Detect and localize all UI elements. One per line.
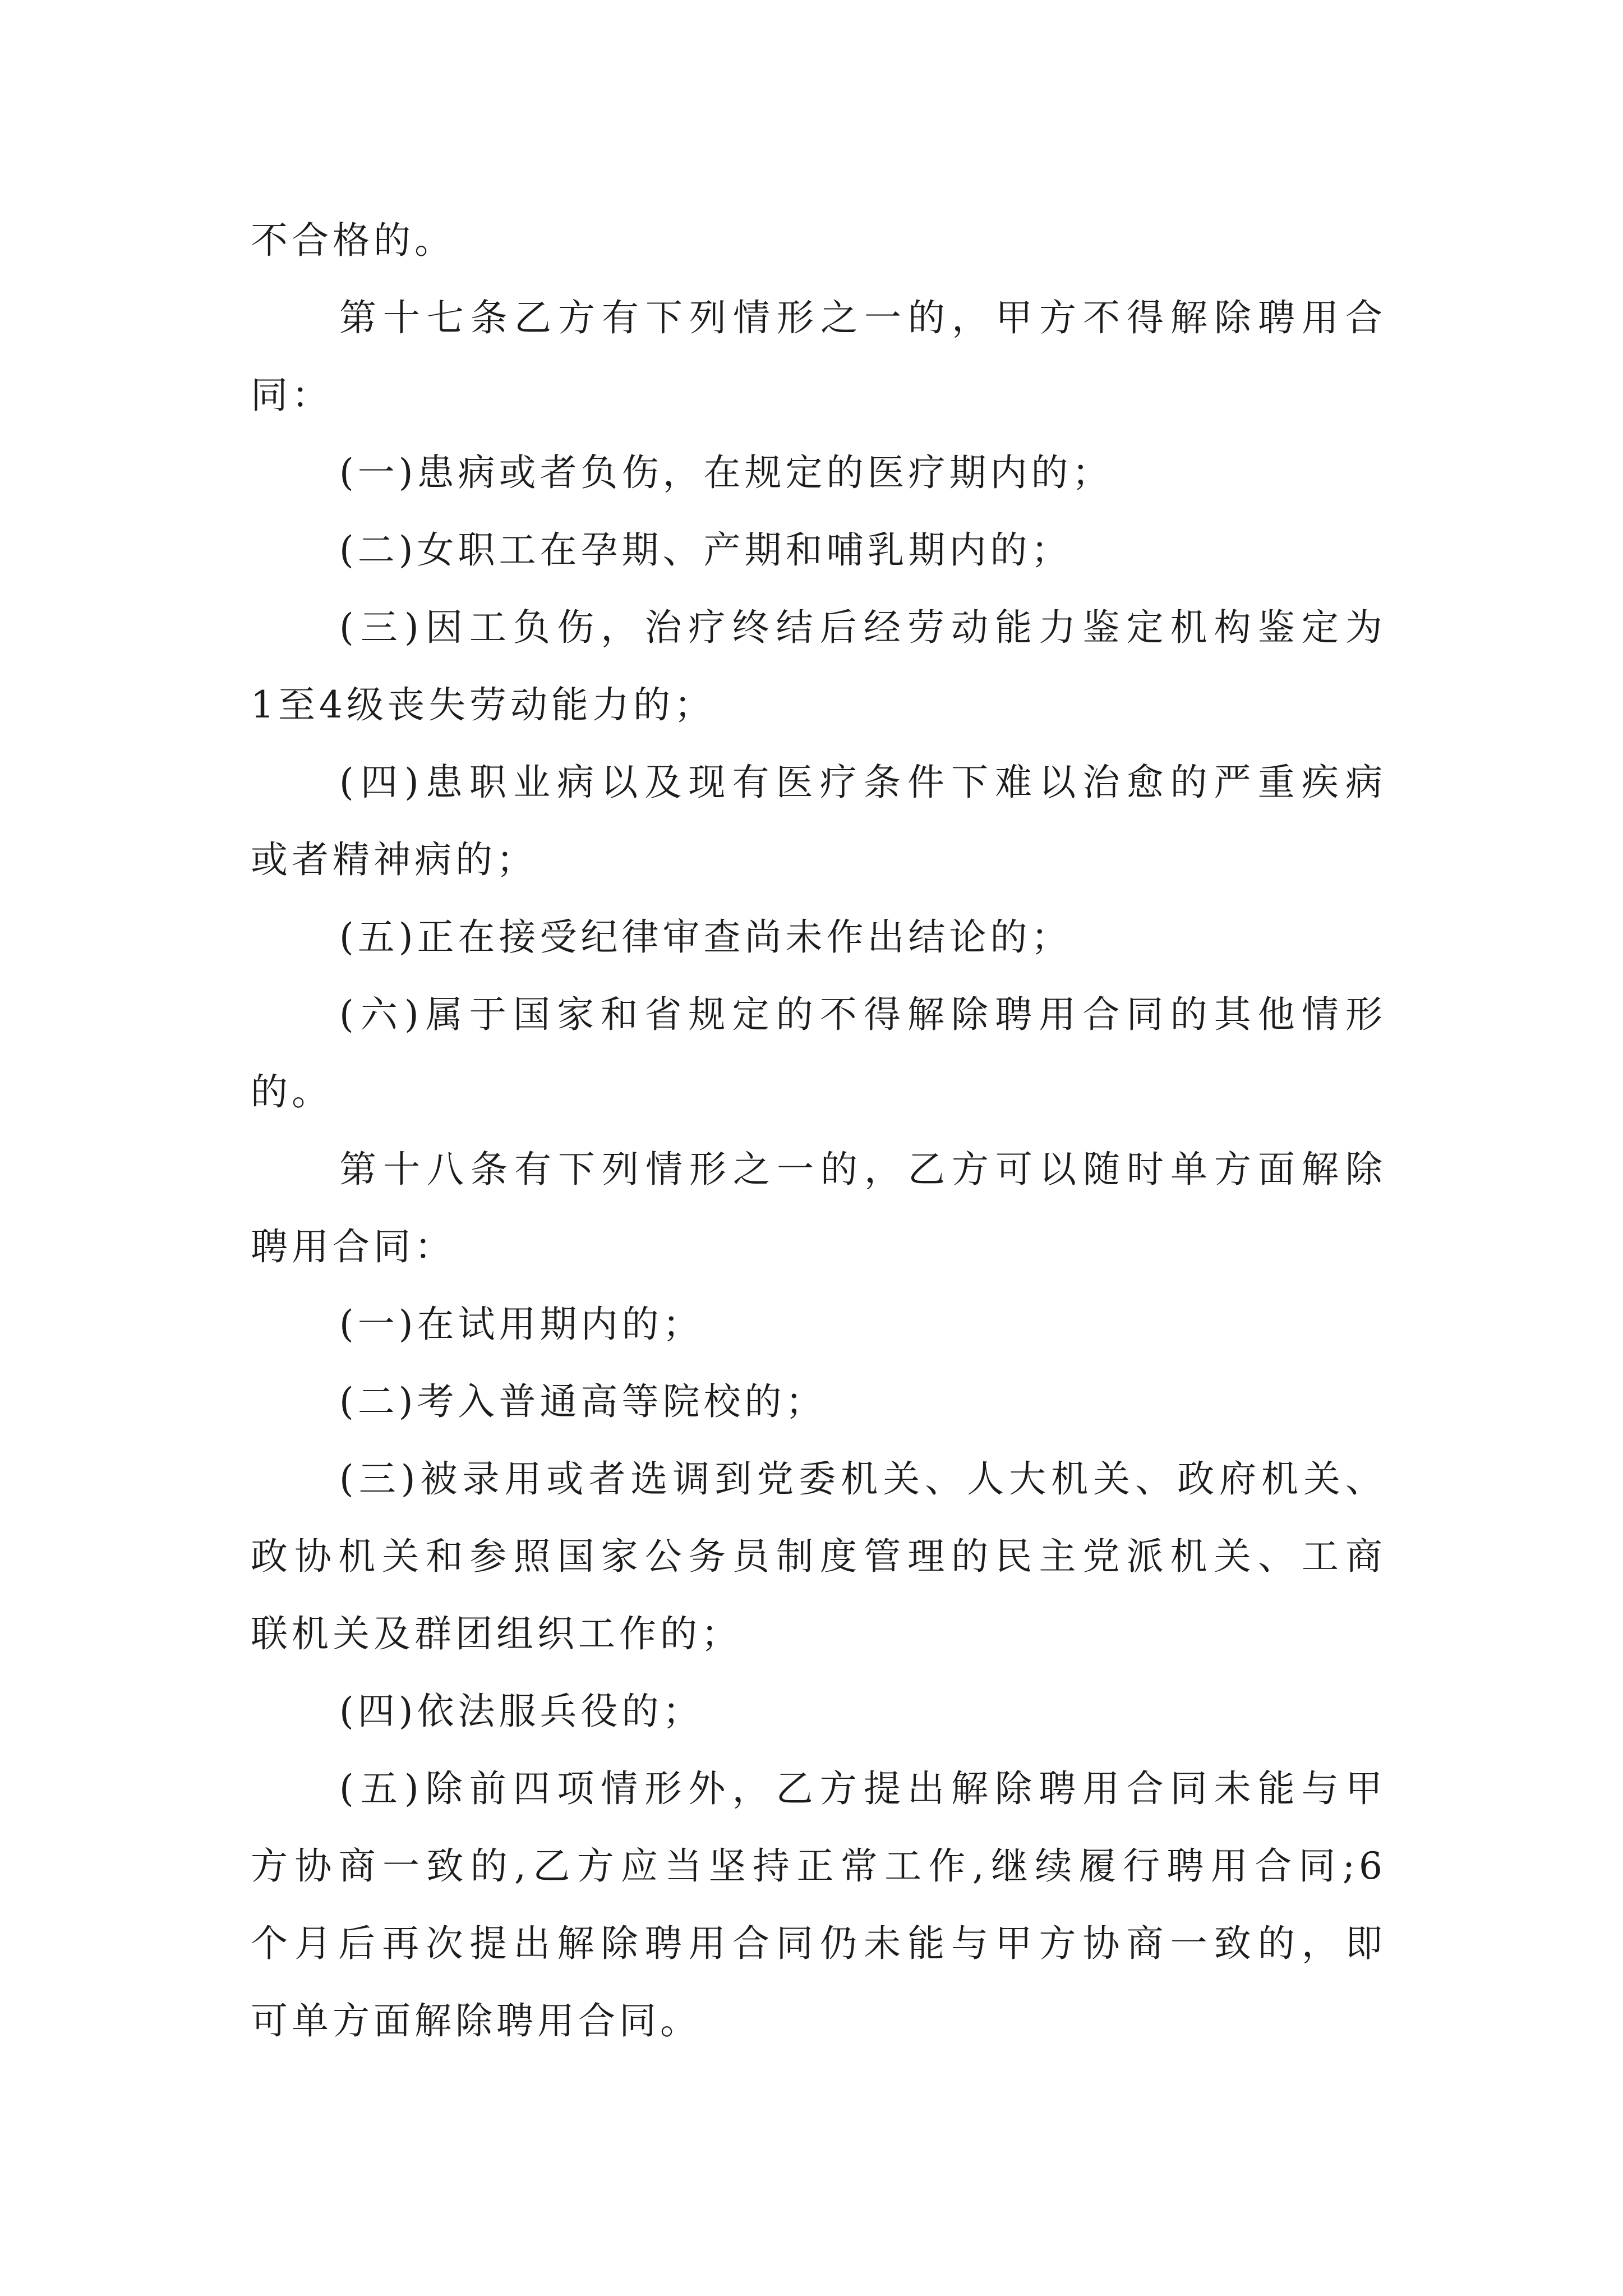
text-line: 聘用合同：: [251, 1225, 455, 1268]
paragraph-article-17-item-2: [251, 512, 1386, 589]
paragraph-article-18: [251, 1131, 1386, 1286]
text-line: (五)除前四项情形外，乙方提出解除聘用合同未能与甲: [339, 1767, 1386, 1810]
text-line: (四)患职业病以及现有医疗条件下难以治愈的严重疾病: [339, 761, 1386, 804]
paragraph-article-17-item-5: [251, 899, 1386, 976]
text-line: 方协商一致的,乙方应当坚持正常工作,继续履行聘用合同;6: [251, 1844, 1386, 1888]
text-line: (四)依法服兵役的；: [339, 1690, 704, 1733]
text-line: 第十七条乙方有下列情形之一的，甲方不得解除聘用合: [339, 296, 1386, 339]
text-line: 的。: [251, 1070, 333, 1114]
text-line: (三)被录用或者选调到党委机关、人大机关、政府机关、: [339, 1457, 1386, 1501]
text-line: 联机关及群团组织工作的；: [251, 1612, 742, 1655]
paragraph-article-18-item-3: [251, 1441, 1386, 1673]
paragraph-article-17: [251, 279, 1386, 434]
text-line: (一)患病或者负伤，在规定的医疗期内的；: [339, 451, 1113, 494]
text-line: (二)女职工在孕期、产期和哺乳期内的；: [339, 528, 1072, 572]
text-line: (二)考入普通高等院校的；: [339, 1380, 827, 1423]
paragraph-article-18-item-1: [251, 1286, 1386, 1363]
paragraph-article-18-item-4: [251, 1673, 1386, 1750]
paragraph-article-18-item-2: [251, 1363, 1386, 1441]
text-line: 个月后再次提出解除聘用合同仍未能与甲方协商一致的，即: [251, 1922, 1386, 1965]
text-line: (一)在试用期内的；: [339, 1303, 704, 1346]
paragraph-article-17-item-4: [251, 744, 1386, 899]
text-line: 可单方面解除聘用合同。: [251, 1999, 701, 2042]
paragraph-article-17-item-1: [251, 434, 1386, 512]
text-line: (五)正在接受纪律审查尚未作出结论的；: [339, 915, 1072, 959]
text-line: 第十八条有下列情形之一的，乙方可以随时单方面解除: [339, 1148, 1386, 1191]
text-line: (六)属于国家和省规定的不得解除聘用合同的其他情形: [339, 993, 1386, 1036]
paragraph-continuation: [251, 202, 1386, 279]
text-line: (三)因工负伤，治疗终结后经劳动能力鉴定机构鉴定为: [339, 606, 1386, 649]
paragraph-article-17-item-3: [251, 589, 1386, 744]
text-line: 同：: [251, 374, 333, 417]
document-body: [251, 202, 1386, 2060]
text-line: 不合格的。: [251, 219, 455, 262]
text-line: 1至4级丧失劳动能力的；: [251, 683, 715, 726]
text-line: 或者精神病的；: [251, 838, 537, 881]
paragraph-article-18-item-5: [251, 1750, 1386, 2060]
paragraph-article-17-item-6: [251, 976, 1386, 1131]
text-line: 政协机关和参照国家公务员制度管理的民主党派机关、工商: [251, 1535, 1386, 1578]
